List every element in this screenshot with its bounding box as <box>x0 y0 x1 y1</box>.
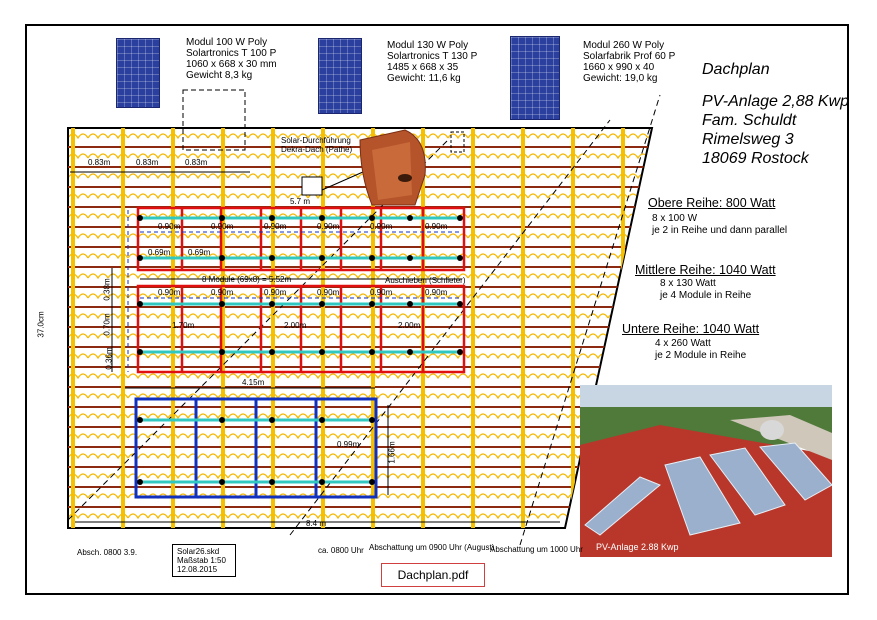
dim-069-a: 0.69m <box>148 248 171 257</box>
dim-070: 0.70m <box>102 313 112 336</box>
row-lower-title: Untere Reihe: 1040 Watt <box>622 322 760 336</box>
shade-0900-label: Abschattung um 0900 Uhr (August) <box>369 543 495 552</box>
shade-0800-label: Absch. 0800 3.9. <box>77 548 138 557</box>
module-130w-spec: Modul 130 W Poly Solartronics T 130 P 1485 x 668 x 35 Gewicht: 11,6 kg <box>387 40 478 84</box>
batten-spacing-label: 37.0cm <box>36 311 46 338</box>
dim-090-m2: 0.90m <box>211 288 234 297</box>
dim-083-a: 0.83m <box>88 158 111 167</box>
row-middle-desc: 8 x 130 Watt je 4 Module in Reihe <box>660 278 752 301</box>
dim-170: 1.70m <box>172 321 195 330</box>
dim-083-b: 0.83m <box>136 158 159 167</box>
dim-090-u3: 0.90m <box>264 222 287 231</box>
photo-caption: PV-Anlage 2.88 Kwp <box>596 542 679 552</box>
installation-photo <box>580 385 832 557</box>
dim-090-m3: 0.90m <box>264 288 287 297</box>
row-upper-title: Obere Reihe: 800 Watt <box>648 196 776 210</box>
row-upper-desc: 8 x 100 W je 2 in Reihe und dann parallel <box>652 213 788 236</box>
switch-label: Auschieben (Schlieter) <box>385 276 466 285</box>
dim-090-u5: 0.90m <box>370 222 393 231</box>
dim-090-m6: 0.90m <box>425 288 448 297</box>
dim-090-u1: 0.90m <box>158 222 181 231</box>
shade-ca0800-label: ca. 0800 Uhr <box>318 546 364 555</box>
dim-090-m4: 0.90m <box>317 288 340 297</box>
dim-200-b: 2.00m <box>398 321 421 330</box>
dim-166: 1.66m <box>387 441 397 464</box>
plan-address: PV-Anlage 2,88 Kwp Fam. Schuldt Rimelsweg 3 18069 Rostock <box>702 93 850 167</box>
installation-photo-image <box>580 385 832 557</box>
dim-090-m1: 0.90m <box>158 288 181 297</box>
dim-200-a: 2.00m <box>284 321 307 330</box>
dim-099: 0.99m <box>337 440 360 449</box>
dim-57: 5.7 m <box>290 197 311 206</box>
dim-069-b: 0.69m <box>188 248 211 257</box>
dim-415: 4.15m <box>242 378 265 387</box>
modules-count-label: 8 Module (69x8) = 5.52m <box>202 275 292 284</box>
row-lower-desc: 4 x 260 Watt je 2 Module in Reihe <box>655 338 747 361</box>
pdf-filename-label[interactable]: Dachplan.pdf <box>381 563 485 587</box>
dim-083-c: 0.83m <box>185 158 208 167</box>
shade-1000-label: Abschattung um 1000 Uhr <box>490 545 583 554</box>
module-100w-spec: Modul 100 W Poly Solartronics T 100 P 1060 x 668 x 30 mm Gewicht 8,3 kg <box>186 37 277 81</box>
dim-090-u6: 0.90m <box>425 222 448 231</box>
dim-090-u4: 0.90m <box>317 222 340 231</box>
dim-090-u2: 0.90m <box>211 222 234 231</box>
dim-038: 0.38m <box>102 278 112 301</box>
dim-090-m5: 0.90m <box>370 288 393 297</box>
feedthrough-label: Solar-Durchführung Dekra-Dach (Pathe) <box>281 136 353 154</box>
dim-84: 8.4 m <box>306 519 327 528</box>
module-260w-spec: Modul 260 W Poly Solarfabrik Prof 60 P 1660 x 990 x 40 Gewicht: 19,0 kg <box>583 40 676 84</box>
file-info-box: Solar26.skd Maßstab 1:50 12.08.2015 <box>172 544 236 577</box>
plan-title: Dachplan <box>702 61 770 78</box>
row-middle-title: Mittlere Reihe: 1040 Watt <box>635 263 776 277</box>
dim-036: 0.36m <box>104 347 114 370</box>
